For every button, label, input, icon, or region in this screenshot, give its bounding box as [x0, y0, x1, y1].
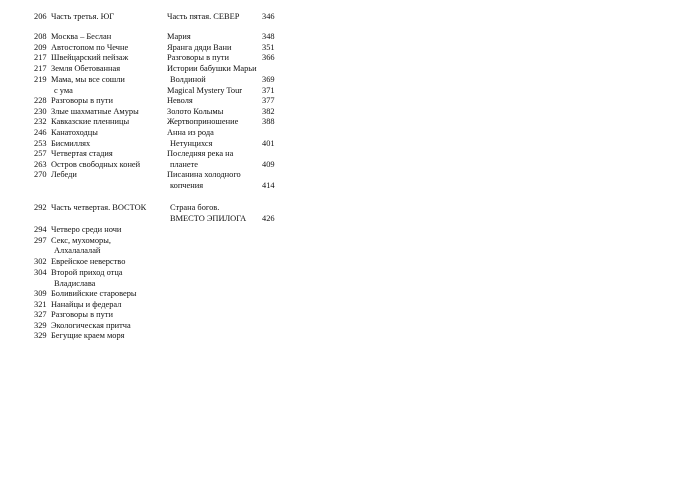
toc-page-number: 377: [262, 96, 275, 105]
toc-page-number: 302: [34, 257, 47, 266]
toc-entry-title: Злые шахматные Амуры: [51, 107, 139, 116]
toc-entry-title: Нанайцы и федерал: [51, 300, 122, 309]
toc-page-number: 309: [34, 289, 47, 298]
toc-entry-title: Земля Обетованная: [51, 64, 121, 73]
toc-entry-title: Неволя: [167, 96, 193, 105]
toc-page-number: 382: [262, 107, 275, 116]
toc-entry-title: Секс, мухоморы,: [51, 236, 111, 245]
toc-entry-title: Владислава: [54, 279, 96, 288]
toc-entry-title: Истории бабушки Марьи: [167, 64, 257, 73]
toc-entry-title: Часть третья. ЮГ: [51, 12, 115, 21]
toc-page-number: 270: [34, 170, 47, 179]
toc-entry-title: Второй приход отца: [51, 268, 123, 277]
toc-page-number: 206: [34, 12, 47, 21]
toc-page-number: 246: [34, 128, 47, 137]
toc-entry-title: Канатоходцы: [51, 128, 98, 137]
toc-entry-title: копчения: [170, 181, 204, 190]
toc-entry-title: Автостопом по Чечне: [51, 43, 129, 52]
toc-entry-title: Четвертая стадия: [51, 149, 113, 158]
toc-page-number: 369: [262, 75, 275, 84]
toc-entry-title: Боливийские староверы: [51, 289, 137, 298]
toc-entry-title: Кавказские пленницы: [51, 117, 130, 126]
toc-entry-title: Экологическая притча: [51, 321, 131, 330]
toc-entry-title: Нетунцихся: [170, 139, 213, 148]
toc-page-number: 297: [34, 236, 47, 245]
toc-page-number: 253: [34, 139, 47, 148]
toc-page-number: 219: [34, 75, 47, 84]
toc-page-number: 257: [34, 149, 47, 158]
toc-entry-title: Швейцарский пейзаж: [51, 53, 129, 62]
toc-entry-title: Часть пятая. СЕВЕР: [167, 12, 240, 21]
toc-entry-title: Писанина холодного: [167, 170, 241, 179]
toc-entry-title: Лебеди: [51, 170, 77, 179]
toc-entry-title: ВМЕСТО ЭПИЛОГА: [170, 214, 247, 223]
toc-page-number: 232: [34, 117, 47, 126]
toc-page-number: 321: [34, 300, 47, 309]
toc-page-number: 371: [262, 86, 275, 95]
toc-entry-title: Страна богов.: [170, 203, 220, 212]
toc-entry-title: Бисмиллях: [51, 139, 91, 148]
toc-page-number: 217: [34, 53, 47, 62]
toc-entry-title: Мария: [167, 32, 191, 41]
toc-page-number: 209: [34, 43, 47, 52]
toc-page-number: 217: [34, 64, 47, 73]
toc-page-number: 388: [262, 117, 275, 126]
toc-page-number: 304: [34, 268, 47, 277]
toc-page-number: 426: [262, 214, 275, 223]
toc-page-number: 329: [34, 331, 47, 340]
toc-entry-title: Magical Mystery Tour: [167, 86, 243, 95]
toc-page-number: 292: [34, 203, 47, 212]
toc-entry-title: Жертвоприношение: [167, 117, 239, 126]
toc-entry-title: Алхалалалай: [54, 246, 101, 255]
toc-entry-title: Четверо среди ночи: [51, 225, 122, 234]
toc-page-number: 346: [262, 12, 275, 21]
toc-page-number: 351: [262, 43, 275, 52]
toc-entry-title: Разговоры в пути: [51, 310, 113, 319]
toc-entry-title: с ума: [54, 86, 73, 95]
toc-page-number: 329: [34, 321, 47, 330]
toc-entry-title: Разговоры в пути: [51, 96, 113, 105]
toc-entry-title: Волдиной: [170, 75, 206, 84]
toc-page-number: 409: [262, 160, 275, 169]
toc-page-number: 348: [262, 32, 275, 41]
toc-entry-title: Еврейское неверство: [51, 257, 126, 266]
toc-entry-title: Остров свободных коней: [51, 160, 141, 169]
toc-entry-title: Золото Колымы: [167, 107, 224, 116]
toc-entry-title: Часть четвертая. ВОСТОК: [51, 203, 147, 212]
toc-entry-title: Москва – Беслан: [51, 32, 112, 41]
toc-page-number: 230: [34, 107, 47, 116]
toc-page-number: 414: [262, 181, 275, 190]
toc-entry-title: Бегущие краем моря: [51, 331, 125, 340]
toc-entry-title: Разговоры в пути: [167, 53, 229, 62]
toc-entry-title: планете: [170, 160, 198, 169]
toc-page-number: 228: [34, 96, 47, 105]
toc-page-number: 294: [34, 225, 47, 234]
toc-entry-title: Анна из рода: [167, 128, 214, 137]
toc-page-number: 401: [262, 139, 275, 148]
toc-entry-title: Мама, мы все сошли: [51, 75, 125, 84]
toc-entry-title: Последняя река на: [167, 149, 234, 158]
toc-page-number: 327: [34, 310, 47, 319]
toc-page-number: 366: [262, 53, 275, 62]
toc-page-number: 263: [34, 160, 47, 169]
toc-page-number: 208: [34, 32, 47, 41]
toc-entry-title: Яранга дяди Вани: [167, 43, 232, 52]
